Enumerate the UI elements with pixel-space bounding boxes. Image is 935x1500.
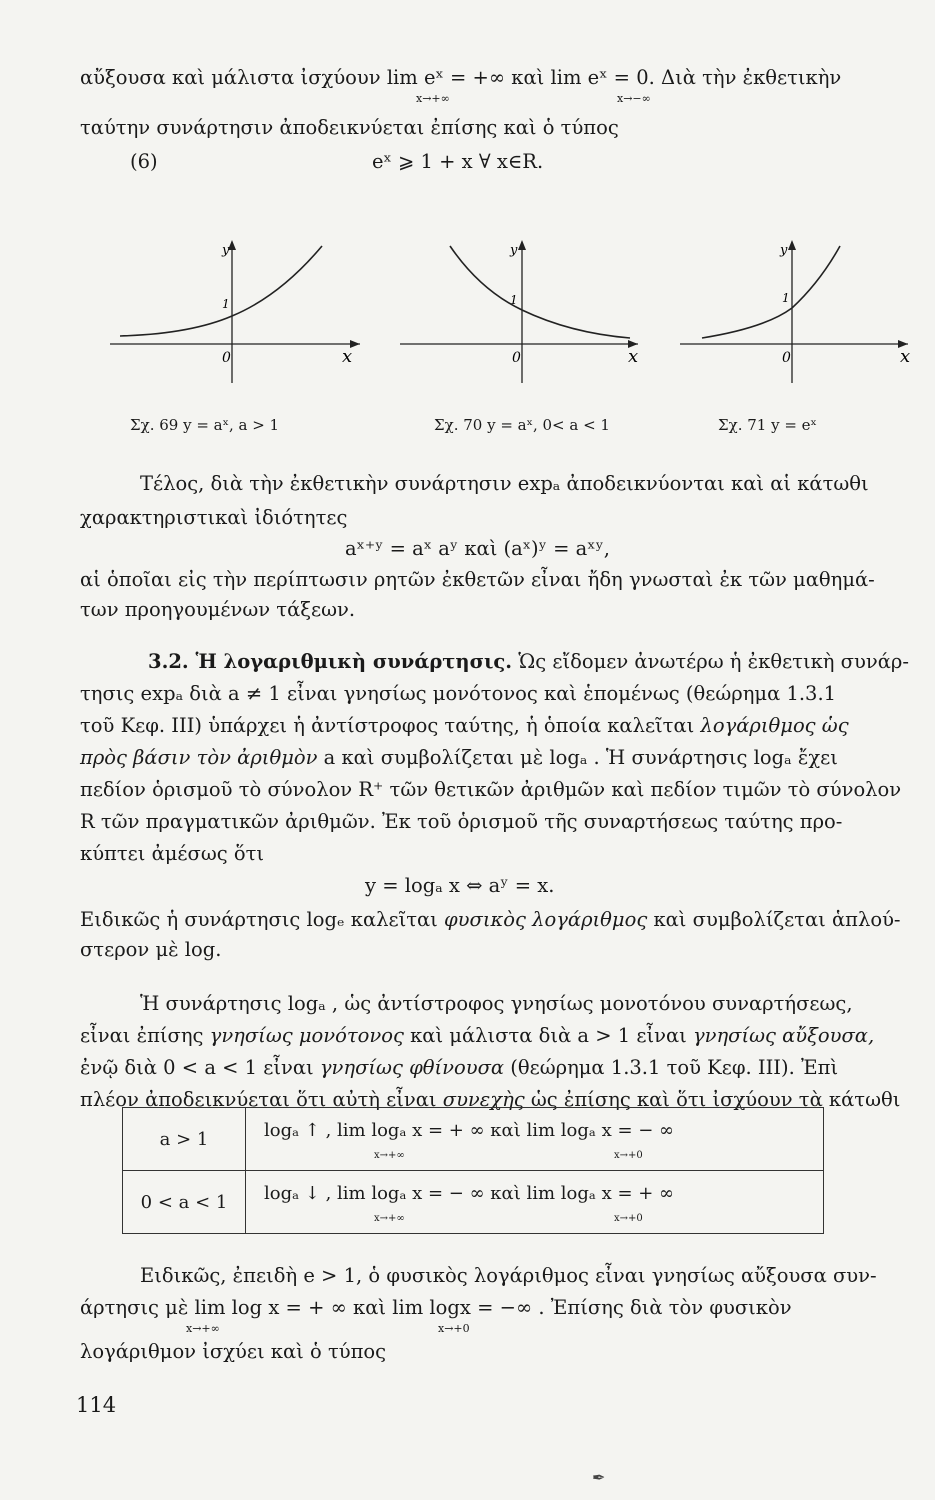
limit-expression: logₐ ↑ , lim logₐ x = + ∞ καὶ lim logₐ x = − ∞ bbox=[264, 1120, 675, 1141]
limit-expression: logₐ ↓ , lim logₐ x = − ∞ καὶ lim logₐ x = + ∞ bbox=[264, 1183, 675, 1204]
text-line: πεδίον ὁρισμοῦ τὸ σύνολον R⁺ τῶν θετικῶν ἀριθμῶν καὶ πεδίον τιμῶν τὸ σύνολον bbox=[80, 778, 902, 801]
text-line: R τῶν πραγματικῶν ἀριθμῶν. Ἐκ τοῦ ὁρισμοῦ τῆς συναρτήσεως ταύτης προ- bbox=[80, 810, 843, 833]
text-span: a καὶ συμβολίζεται μὲ logₐ . Ἡ συνάρτησις logₐ ἔχει bbox=[323, 746, 838, 769]
text-line: στερον μὲ log. bbox=[80, 938, 222, 961]
text-line: τησις expₐ διὰ a ≠ 1 εἶναι γνησίως μονότονος καὶ ἑπομένως (θεώρημα 1.3.1 bbox=[80, 682, 837, 705]
section-title: 3.2. Ἡ λογαριθμικὴ συνάρτησις. bbox=[148, 650, 513, 673]
svg-text:x: x bbox=[628, 346, 639, 367]
italic-term: συνεχὴς bbox=[442, 1088, 525, 1111]
svg-text:0: 0 bbox=[222, 350, 231, 366]
text-line: χαρακτηριστικαὶ ἰδιότητες bbox=[80, 506, 348, 529]
svg-text:0: 0 bbox=[512, 350, 521, 366]
text-span: εἶναι ἐπίσης bbox=[80, 1024, 204, 1047]
graph-fig69 bbox=[110, 238, 370, 388]
text-line: αὔξουσα καὶ μάλιστα ἰσχύουν lim eˣ = +∞ καὶ lim eˣ = 0. Διὰ τὴν ἐκθετικὴν bbox=[80, 66, 842, 89]
italic-term: γνησίως φθίνουσα bbox=[319, 1056, 505, 1079]
text-span: τοῦ Κεφ. ΙΙΙ) ὑπάρχει ἡ ἀντίστροφος ταύτης, ἡ ὁποία καλεῖται bbox=[80, 714, 695, 737]
graph-fig70 bbox=[400, 238, 655, 388]
table-cell: 0 < a < 1 bbox=[123, 1171, 246, 1234]
text-line: Ἡ συνάρτησις logₐ , ὡς ἀντίστροφος γνησίως μονοτόνου συναρτήσεως, bbox=[140, 992, 853, 1015]
section-heading bbox=[148, 650, 909, 674]
text-span: (θεώρημα 1.3.1 τοῦ Κεφ. ΙΙΙ). Ἐπὶ bbox=[510, 1056, 839, 1079]
table-cell bbox=[246, 1171, 824, 1234]
limit-subscript: x→−∞ bbox=[617, 92, 651, 105]
svg-text:x: x bbox=[342, 346, 353, 367]
figure-caption: Σχ. 69 y = aˣ, a > 1 bbox=[130, 416, 280, 434]
limit-subscript: x→+∞ bbox=[374, 1150, 405, 1161]
table-row bbox=[123, 1108, 824, 1171]
table-row bbox=[123, 1171, 824, 1234]
svg-text:y: y bbox=[510, 243, 518, 258]
table-cell bbox=[246, 1108, 824, 1171]
limit-subscript: x→+∞ bbox=[416, 92, 450, 105]
svg-text:1: 1 bbox=[222, 297, 230, 311]
section-text: Ὡς εἴδομεν ἀνωτέρω ἡ ἐκθετικὴ συνάρ- bbox=[518, 650, 909, 673]
equation-label: (6) bbox=[130, 150, 158, 173]
limit-subscript: x→+0 bbox=[614, 1150, 643, 1161]
text-line bbox=[80, 714, 849, 738]
italic-term: πρὸς βάσιν τὸν ἀριθμὸν bbox=[80, 746, 318, 769]
text-line: αἱ ὁποῖαι εἰς τὴν περίπτωσιν ρητῶν ἐκθετῶν εἶναι ἤδη γνωσταὶ ἐκ τῶν μαθημά- bbox=[80, 568, 875, 591]
text-span: καὶ μάλιστα διὰ a > 1 εἶναι bbox=[410, 1024, 687, 1047]
text-line: των προηγουμένων τάξεων. bbox=[80, 598, 356, 621]
italic-term: λογάριθμος ὡς bbox=[700, 714, 849, 737]
ink-mark: ✒ bbox=[592, 1468, 606, 1487]
limit-subscript: x→+∞ bbox=[374, 1213, 405, 1224]
equation: eˣ ⩾ 1 + x ∀ x∈R. bbox=[372, 150, 544, 173]
text-line bbox=[80, 1024, 874, 1048]
graph-fig71 bbox=[680, 238, 920, 388]
svg-text:0: 0 bbox=[782, 350, 791, 366]
text-line bbox=[80, 746, 838, 770]
text-line: ταύτην συνάρτησιν ἀποδεικνύεται ἐπίσης καὶ ὁ τύπος bbox=[80, 116, 619, 139]
text-line bbox=[80, 908, 901, 932]
figure-caption: Σχ. 71 y = eˣ bbox=[718, 416, 817, 434]
table-cell: a > 1 bbox=[123, 1108, 246, 1171]
equation: y = logₐ x ⇔ aʸ = x. bbox=[365, 874, 555, 897]
italic-term: γνησίως μονότονος bbox=[209, 1024, 404, 1047]
text-span: πλέον ἀποδεικνύεται ὅτι αὐτὴ εἶναι bbox=[80, 1088, 437, 1111]
limit-subscript: x→+0 bbox=[614, 1213, 643, 1224]
svg-text:1: 1 bbox=[510, 293, 518, 307]
text-span: Ειδικῶς ἡ συνάρτησις logₑ καλεῖται bbox=[80, 908, 438, 931]
svg-text:x: x bbox=[900, 346, 911, 367]
italic-term: γνησίως αὔξουσα, bbox=[692, 1024, 875, 1047]
text-line: άρτησις μὲ lim log x = + ∞ καὶ lim logx = −∞ . Ἐπίσης διὰ τὸν φυσικὸν bbox=[80, 1296, 792, 1319]
italic-term: φυσικὸς λογάριθμος bbox=[444, 908, 648, 931]
limit-subscript: x→+∞ bbox=[186, 1322, 220, 1335]
equation: aˣ⁺ʸ = aˣ aʸ καὶ (aˣ)ʸ = aˣʸ, bbox=[345, 537, 610, 560]
figure-caption: Σχ. 70 y = aˣ, 0< a < 1 bbox=[434, 416, 610, 434]
text-line: Τέλος, διὰ τὴν ἐκθετικὴν συνάρτησιν expₐ ἀποδεικνύονται καὶ αἱ κάτωθι bbox=[140, 472, 869, 495]
text-line: Ειδικῶς, ἐπειδὴ e > 1, ὁ φυσικὸς λογάριθμος εἶναι γνησίως αὔξουσα συν- bbox=[140, 1264, 877, 1287]
text-span: ἐνῷ διὰ 0 < a < 1 εἶναι bbox=[80, 1056, 314, 1079]
page-number: 114 bbox=[76, 1393, 117, 1417]
svg-text:y: y bbox=[780, 243, 788, 258]
text-line: λογάριθμον ἰσχύει καὶ ὁ τύπος bbox=[80, 1340, 387, 1363]
text-line bbox=[80, 1056, 838, 1080]
text-span: ὡς ἐπίσης καὶ ὅτι ἰσχύουν τὰ κάτωθι bbox=[530, 1088, 901, 1111]
limits-table bbox=[122, 1107, 824, 1234]
limit-subscript: x→+0 bbox=[438, 1322, 470, 1335]
svg-text:y: y bbox=[222, 243, 230, 258]
text-line: κύπτει ἀμέσως ὅτι bbox=[80, 842, 265, 865]
text-span: καὶ συμβολίζεται ἁπλού- bbox=[653, 908, 901, 931]
svg-text:1: 1 bbox=[782, 291, 790, 305]
